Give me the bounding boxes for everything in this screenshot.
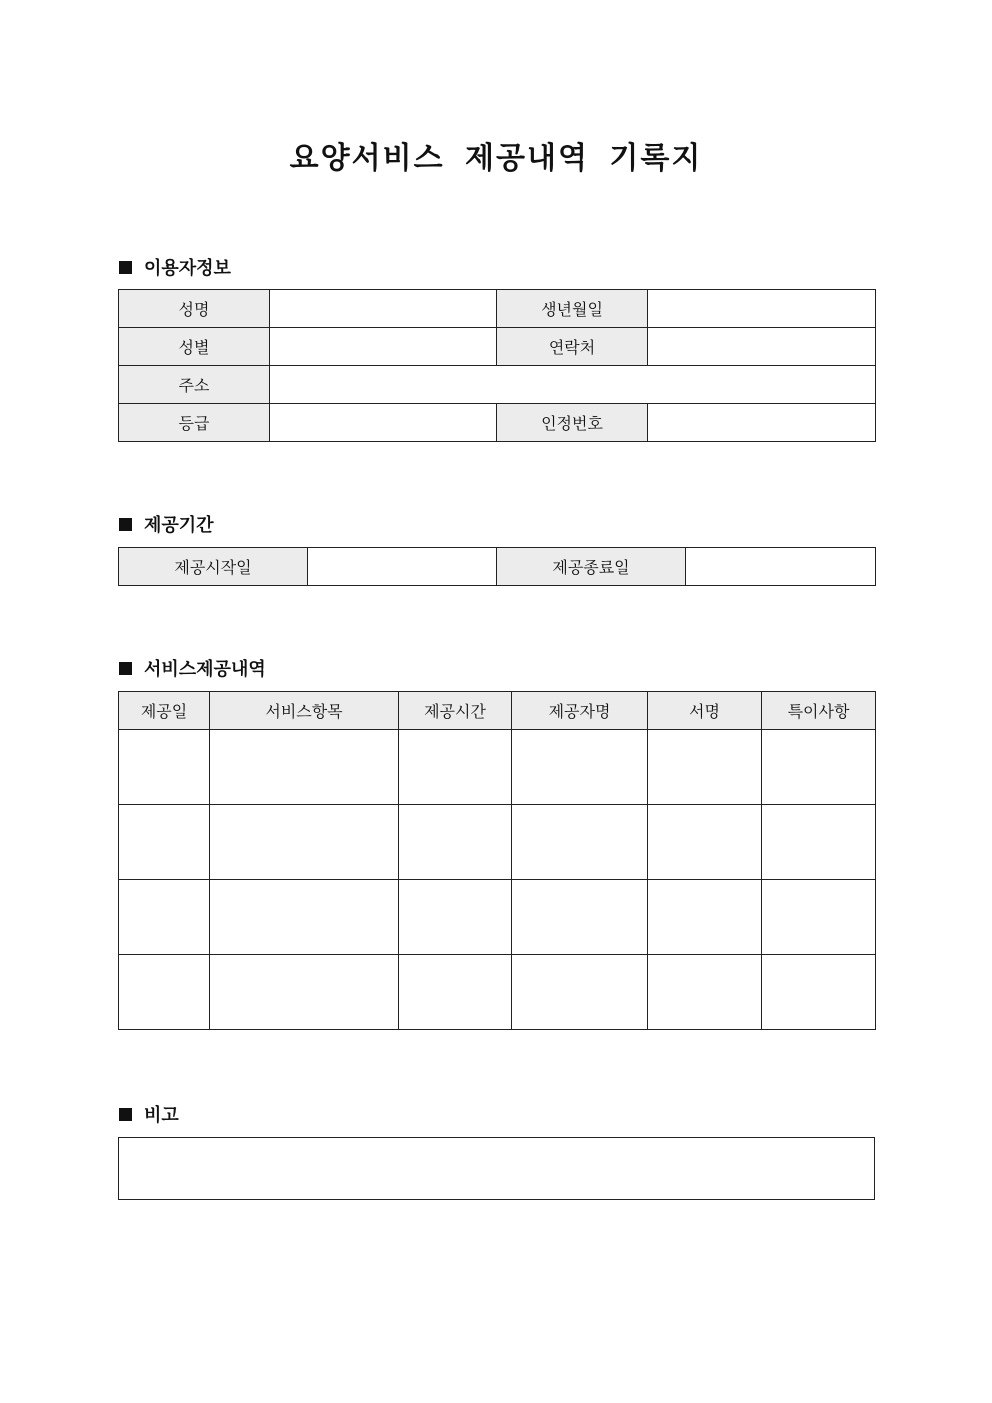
section-heading-period [119, 511, 214, 537]
document-title: 요양서비스 제공내역 기록지 [289, 141, 703, 176]
table-row [119, 366, 876, 404]
cell-date[interactable] [119, 955, 210, 1030]
label-cert-no: 인정번호 [497, 404, 648, 442]
service-table [118, 691, 876, 1030]
cell-signature[interactable] [648, 730, 762, 805]
table-row [119, 404, 876, 442]
table-row [119, 955, 876, 1030]
section-heading-text: 이용자정보 [144, 258, 231, 279]
section-heading-remarks [119, 1101, 179, 1127]
column-header-service-item: 서비스항목 [210, 692, 399, 730]
cell-signature[interactable] [648, 880, 762, 955]
label-address: 주소 [119, 366, 270, 404]
cell-time[interactable] [399, 730, 512, 805]
cell-date[interactable] [119, 730, 210, 805]
table-row [119, 880, 876, 955]
period-table [118, 547, 876, 586]
section-heading-text: 서비스제공내역 [144, 659, 266, 680]
table-header-row [119, 692, 876, 730]
cell-time[interactable] [399, 880, 512, 955]
label-birthdate: 생년월일 [497, 290, 648, 328]
field-birthdate[interactable] [648, 290, 876, 328]
label-gender: 성별 [119, 328, 270, 366]
field-gender[interactable] [270, 328, 497, 366]
section-heading-text: 비고 [144, 1105, 179, 1126]
cell-notes[interactable] [762, 730, 876, 805]
column-header-signature: 서명 [648, 692, 762, 730]
cell-service-item[interactable] [210, 880, 399, 955]
field-grade[interactable] [270, 404, 497, 442]
cell-notes[interactable] [762, 880, 876, 955]
field-name[interactable] [270, 290, 497, 328]
table-row [119, 328, 876, 366]
table-row [119, 548, 876, 586]
table-row [119, 290, 876, 328]
cell-time[interactable] [399, 955, 512, 1030]
cell-service-item[interactable] [210, 955, 399, 1030]
cell-signature[interactable] [648, 805, 762, 880]
user-info-table [118, 289, 876, 442]
cell-service-item[interactable] [210, 730, 399, 805]
square-bullet-icon [119, 662, 132, 675]
field-address[interactable] [270, 366, 876, 404]
field-contact[interactable] [648, 328, 876, 366]
column-header-date: 제공일 [119, 692, 210, 730]
cell-time[interactable] [399, 805, 512, 880]
field-start-date[interactable] [308, 548, 497, 586]
cell-notes[interactable] [762, 805, 876, 880]
field-cert-no[interactable] [648, 404, 876, 442]
cell-provider[interactable] [512, 730, 648, 805]
label-grade: 등급 [119, 404, 270, 442]
table-row [119, 805, 876, 880]
label-start-date: 제공시작일 [119, 548, 308, 586]
cell-provider[interactable] [512, 955, 648, 1030]
field-remarks[interactable] [119, 1138, 875, 1200]
cell-date[interactable] [119, 805, 210, 880]
cell-service-item[interactable] [210, 805, 399, 880]
section-heading-user-info [119, 254, 231, 280]
remarks-table [118, 1137, 875, 1200]
cell-signature[interactable] [648, 955, 762, 1030]
square-bullet-icon [119, 518, 132, 531]
column-header-time: 제공시간 [399, 692, 512, 730]
label-contact: 연락처 [497, 328, 648, 366]
label-name: 성명 [119, 290, 270, 328]
cell-date[interactable] [119, 880, 210, 955]
table-row [119, 730, 876, 805]
column-header-notes: 특이사항 [762, 692, 876, 730]
field-end-date[interactable] [686, 548, 876, 586]
table-row [119, 1138, 875, 1200]
section-heading-service [119, 655, 266, 681]
square-bullet-icon [119, 261, 132, 274]
cell-notes[interactable] [762, 955, 876, 1030]
label-end-date: 제공종료일 [497, 548, 686, 586]
section-heading-text: 제공기간 [144, 515, 214, 536]
cell-provider[interactable] [512, 880, 648, 955]
cell-provider[interactable] [512, 805, 648, 880]
column-header-provider: 제공자명 [512, 692, 648, 730]
square-bullet-icon [119, 1108, 132, 1121]
